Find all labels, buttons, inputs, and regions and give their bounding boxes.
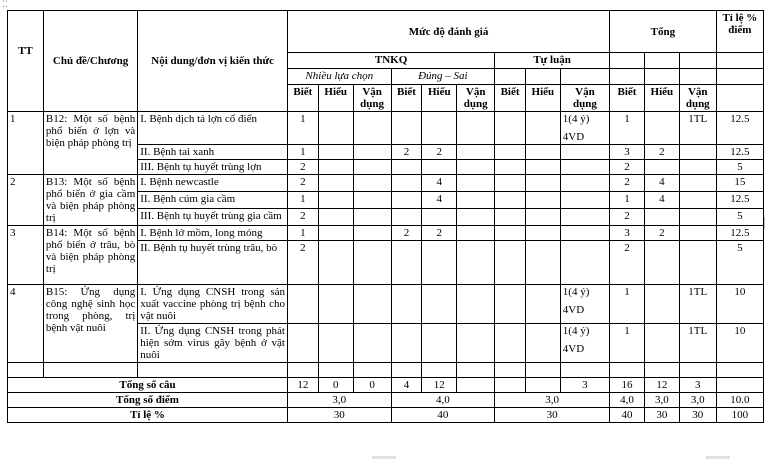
cell-tl-hieu: [525, 192, 560, 209]
cell-total-hieu: 4: [644, 175, 679, 192]
empty-cell: [457, 363, 495, 378]
count-tf-hieu: 12: [422, 378, 457, 393]
cell-tl-hieu: [525, 175, 560, 192]
empty-cell: [138, 363, 288, 378]
cell-percent: 15: [716, 175, 763, 192]
cell-total-vandung: [679, 160, 716, 175]
cell-tf-biet: [391, 324, 422, 363]
header-mc-vandung: Vận dụng: [353, 85, 391, 112]
cell-tl-vandung: [560, 241, 609, 285]
cell-mc-vandung: [353, 285, 391, 324]
empty-cell: [525, 363, 560, 378]
cell-mc-biet: 1: [288, 226, 319, 241]
cell-tf-hieu: [422, 241, 457, 285]
table-move-handle-icon[interactable]: ⁚⁚: [2, 0, 8, 9]
cell-tl-hieu: [525, 226, 560, 241]
topic-name: B12: Một số bệnh phổ biến ở lợn và biện pháp phòng trị: [43, 112, 137, 175]
cell-tf-vandung: [457, 192, 495, 209]
content-item: II. Bệnh tụ huyết trùng trâu, bò: [138, 241, 288, 285]
cell-total-hieu: [644, 324, 679, 363]
content-item: I. Bệnh newcastle: [138, 175, 288, 192]
content-item: III. Bệnh tụ huyết trùng gia cầm: [138, 209, 288, 226]
summary-count-label: Tổng số câu: [8, 378, 288, 393]
header-mc-hieu: Hiểu: [318, 85, 353, 112]
ratio-percent: 100: [716, 408, 763, 423]
cell-tf-biet: [391, 160, 422, 175]
cell-mc-biet: [288, 285, 319, 324]
header-tl-hieu: Hiểu: [525, 85, 560, 112]
summary-ratio-label: Tỉ lệ %: [8, 408, 288, 423]
cell-mc-hieu: [318, 112, 353, 145]
topic-name: B15: Ứng dụng công nghệ sinh học trong phòng, trị bệnh vật nuôi: [43, 285, 137, 363]
header-essay: Tự luận: [495, 53, 610, 69]
cell-tl-vandung: [560, 209, 609, 226]
content-item: I. Bệnh dịch tả lợn cổ điển: [138, 112, 288, 145]
cell-tl-hieu: [525, 324, 560, 363]
empty-cell: [353, 363, 391, 378]
cell-total-hieu: [644, 160, 679, 175]
score-tl: 3,0: [495, 393, 610, 408]
cell-total-hieu: [644, 209, 679, 226]
cell-total-hieu: [644, 241, 679, 285]
cell-tf-vandung: [457, 145, 495, 160]
ratio-total-vandung: 30: [679, 408, 716, 423]
header-percent: Tỉ lệ % điểm: [716, 11, 763, 53]
ratio-tl: 30: [495, 408, 610, 423]
empty-cell: [679, 69, 716, 85]
cell-total-vandung: [679, 175, 716, 192]
cell-tl-biet: [495, 241, 526, 285]
empty-cell: [610, 53, 645, 69]
cell-tl-vandung: [560, 324, 609, 363]
content-item: I. Bệnh lở mồm, long móng: [138, 226, 288, 241]
tl-vandung-line2: 4VD: [562, 343, 585, 355]
cell-tf-biet: 2: [391, 145, 422, 160]
empty-cell: [525, 69, 560, 85]
count-total-vandung: 3: [679, 378, 716, 393]
cell-tl-biet: [495, 112, 526, 145]
cell-tl-hieu: [525, 285, 560, 324]
cell-tf-hieu: 2: [422, 226, 457, 241]
header-multiple-choice: Nhiều lựa chọn: [288, 69, 392, 85]
cell-mc-biet: 1: [288, 145, 319, 160]
cell-mc-biet: [288, 324, 319, 363]
cell-tf-biet: 2: [391, 226, 422, 241]
cell-mc-vandung: [353, 226, 391, 241]
cell-total-biet: 1: [610, 285, 645, 324]
header-tnkq: TNKQ: [288, 53, 495, 69]
cell-percent: 12.5: [716, 226, 763, 241]
cell-tl-biet: [495, 209, 526, 226]
header-tf-biet: Biết: [391, 85, 422, 112]
cell-tl-biet: [495, 175, 526, 192]
cell-tf-biet: [391, 175, 422, 192]
cell-mc-hieu: [318, 226, 353, 241]
content-item: II. Bệnh tai xanh: [138, 145, 288, 160]
cell-mc-vandung: [353, 112, 391, 145]
cell-percent: 5: [716, 241, 763, 285]
cell-percent: 10: [716, 324, 763, 363]
cell-tl-biet: [495, 145, 526, 160]
ratio-total-biet: 40: [610, 408, 645, 423]
cell-percent: 5: [716, 160, 763, 175]
empty-cell: [610, 69, 645, 85]
cell-percent: 10: [716, 285, 763, 324]
cell-tf-biet: [391, 209, 422, 226]
cell-tf-vandung: [457, 226, 495, 241]
cell-total-vandung: [679, 209, 716, 226]
cell-total-hieu: 2: [644, 145, 679, 160]
cell-total-vandung: 1TL: [679, 324, 716, 363]
cell-mc-hieu: [318, 192, 353, 209]
empty-cell: [679, 363, 716, 378]
cell-tf-vandung: [457, 324, 495, 363]
cell-tf-hieu: [422, 285, 457, 324]
empty-cell: [644, 69, 679, 85]
tl-vandung-line2: 4VD: [562, 304, 585, 316]
cell-tf-vandung: [457, 175, 495, 192]
cell-mc-biet: 2: [288, 209, 319, 226]
header-total-vandung: Vận dụng: [679, 85, 716, 112]
cell-tf-vandung: [457, 285, 495, 324]
cell-mc-vandung: [353, 145, 391, 160]
ratio-mc: 30: [288, 408, 392, 423]
header-tt: TT: [8, 11, 44, 112]
cell-tf-vandung: [457, 160, 495, 175]
cell-tl-biet: [495, 192, 526, 209]
count-tf-biet: 4: [391, 378, 422, 393]
cell-mc-hieu: [318, 324, 353, 363]
cell-tl-biet: [495, 285, 526, 324]
ratio-total-hieu: 30: [644, 408, 679, 423]
cell-mc-hieu: [318, 160, 353, 175]
cell-tf-hieu: [422, 112, 457, 145]
cell-total-biet: 2: [610, 241, 645, 285]
count-total-hieu: 12: [644, 378, 679, 393]
count-mc-hieu: 0: [318, 378, 353, 393]
empty-cell: [716, 363, 763, 378]
cell-mc-hieu: [318, 241, 353, 285]
score-percent: 10.0: [716, 393, 763, 408]
empty-cell: [495, 363, 526, 378]
cell-tf-biet: [391, 285, 422, 324]
cell-total-hieu: 4: [644, 192, 679, 209]
ratio-tf: 40: [391, 408, 495, 423]
cell-mc-biet: 2: [288, 241, 319, 285]
empty-cell: [495, 378, 526, 393]
cell-tl-biet: [495, 160, 526, 175]
tl-vandung-line1: 1(4 ý): [562, 286, 590, 298]
cell-mc-hieu: [318, 145, 353, 160]
cell-tf-hieu: 4: [422, 192, 457, 209]
cell-tf-vandung: [457, 209, 495, 226]
empty-cell: [644, 53, 679, 69]
header-tl-vandung: Vận dụng: [560, 85, 609, 112]
header-true-false: Đúng – Sai: [391, 69, 495, 85]
empty-cell: [288, 363, 319, 378]
cell-mc-biet: 1: [288, 192, 319, 209]
cell-mc-vandung: [353, 192, 391, 209]
empty-cell: [716, 53, 763, 69]
count-tl-vandung: 3: [560, 378, 609, 393]
cell-mc-hieu: [318, 209, 353, 226]
header-content: Nội dung/đơn vị kiến thức: [138, 11, 288, 112]
empty-cell: [716, 69, 763, 85]
topic-name: B13: Một số bệnh phổ biến ở gia cầm và biện pháp phòng trị: [43, 175, 137, 226]
content-item: II. Bệnh cúm gia cầm: [138, 192, 288, 209]
empty-cell: [716, 378, 763, 393]
tl-vandung-line2: 4VD: [562, 131, 585, 143]
cell-total-biet: 1: [610, 324, 645, 363]
content-item: I. Ứng dụng CNSH trong sản xuất vaccine phòng trị bệnh cho vật nuôi: [138, 285, 288, 324]
header-total-biet: Biết: [610, 85, 645, 112]
count-mc-vandung: 0: [353, 378, 391, 393]
cell-tl-biet: [495, 324, 526, 363]
tl-vandung-line1: 1(4 ý): [562, 325, 590, 337]
cell-tf-biet: [391, 112, 422, 145]
count-total-biet: 16: [610, 378, 645, 393]
empty-cell: [560, 69, 609, 85]
cell-tf-hieu: 2: [422, 145, 457, 160]
score-total-hieu: 3,0: [644, 393, 679, 408]
cell-total-biet: 1: [610, 112, 645, 145]
empty-cell: [716, 85, 763, 112]
cell-total-biet: 2: [610, 175, 645, 192]
cell-tf-hieu: [422, 209, 457, 226]
cell-mc-biet: 2: [288, 175, 319, 192]
cell-percent: 12.5: [716, 112, 763, 145]
cell-total-vandung: [679, 241, 716, 285]
cell-total-vandung: [679, 145, 716, 160]
cell-total-biet: 2: [610, 209, 645, 226]
cell-total-vandung: 1TL: [679, 285, 716, 324]
cell-mc-biet: 2: [288, 160, 319, 175]
empty-cell: [8, 363, 44, 378]
cell-percent: 12.5: [716, 145, 763, 160]
empty-cell: [422, 363, 457, 378]
empty-cell: [679, 53, 716, 69]
empty-cell: [391, 363, 422, 378]
assessment-matrix-table: [7, 10, 764, 423]
empty-cell: [318, 363, 353, 378]
cell-mc-vandung: [353, 160, 391, 175]
cell-tf-vandung: [457, 112, 495, 145]
cell-mc-vandung: [353, 209, 391, 226]
summary-score-label: Tổng số điểm: [8, 393, 288, 408]
cell-tl-vandung: [560, 160, 609, 175]
cell-total-hieu: [644, 285, 679, 324]
cell-tl-vandung: [560, 285, 609, 324]
cell-tf-hieu: [422, 324, 457, 363]
cell-mc-vandung: [353, 175, 391, 192]
score-tf: 4,0: [391, 393, 495, 408]
cell-tl-vandung: [560, 192, 609, 209]
header-tf-hieu: Hiểu: [422, 85, 457, 112]
cell-tl-hieu: [525, 160, 560, 175]
cell-total-biet: 1: [610, 192, 645, 209]
count-mc-biet: 12: [288, 378, 319, 393]
empty-cell: [560, 363, 609, 378]
score-total-vandung: 3,0: [679, 393, 716, 408]
cell-tl-biet: [495, 226, 526, 241]
cell-tl-hieu: [525, 112, 560, 145]
empty-cell: [457, 378, 495, 393]
topic-tt: 1: [8, 112, 44, 175]
header-total-hieu: Hiểu: [644, 85, 679, 112]
topic-tt: 3: [8, 226, 44, 285]
empty-cell: [644, 363, 679, 378]
cell-tl-vandung: [560, 175, 609, 192]
cell-mc-hieu: [318, 175, 353, 192]
cell-tl-vandung: [560, 226, 609, 241]
cell-percent: 5: [716, 209, 763, 226]
cell-total-hieu: 2: [644, 226, 679, 241]
header-topic: Chủ đề/Chương: [43, 11, 137, 112]
topic-tt: 4: [8, 285, 44, 363]
empty-cell: [610, 363, 645, 378]
cell-tl-hieu: [525, 209, 560, 226]
cell-total-vandung: 1TL: [679, 112, 716, 145]
cell-tf-hieu: [422, 160, 457, 175]
score-total-biet: 4,0: [610, 393, 645, 408]
topic-name: B14: Một số bệnh phổ biến ở trâu, bò và biện pháp phòng trị: [43, 226, 137, 285]
cell-total-hieu: [644, 112, 679, 145]
cell-tf-hieu: 4: [422, 175, 457, 192]
cell-mc-vandung: [353, 324, 391, 363]
header-tl-biet: Biết: [495, 85, 526, 112]
header-tf-vandung: Vận dụng: [457, 85, 495, 112]
cell-mc-hieu: [318, 285, 353, 324]
cell-tl-hieu: [525, 241, 560, 285]
content-item: III. Bệnh tụ huyết trùng lợn: [138, 160, 288, 175]
tl-vandung-line1: 1(4 ý): [562, 113, 590, 125]
empty-cell: [495, 69, 526, 85]
score-mc: 3,0: [288, 393, 392, 408]
cell-total-biet: 3: [610, 226, 645, 241]
cell-mc-biet: 1: [288, 112, 319, 145]
empty-cell: [525, 378, 560, 393]
cell-mc-vandung: [353, 241, 391, 285]
cell-tl-vandung: [560, 112, 609, 145]
content-item: II. Ứng dụng CNSH trong phát hiện sớm virus gây bệnh ở vật nuôi: [138, 324, 288, 363]
header-assessment: Mức độ đánh giá: [288, 11, 610, 53]
topic-tt: 2: [8, 175, 44, 226]
empty-cell: [43, 363, 137, 378]
cell-tf-vandung: [457, 241, 495, 285]
cell-tl-hieu: [525, 145, 560, 160]
cell-tf-biet: [391, 241, 422, 285]
cell-total-biet: 3: [610, 145, 645, 160]
header-mc-biet: Biết: [288, 85, 319, 112]
cell-total-vandung: [679, 192, 716, 209]
column-resize-handle[interactable]: [764, 217, 769, 229]
cell-tl-vandung: [560, 145, 609, 160]
cell-total-vandung: [679, 226, 716, 241]
cell-total-biet: 2: [610, 160, 645, 175]
cell-tf-biet: [391, 192, 422, 209]
cell-percent: 12.5: [716, 192, 763, 209]
header-total: Tổng: [610, 11, 717, 53]
